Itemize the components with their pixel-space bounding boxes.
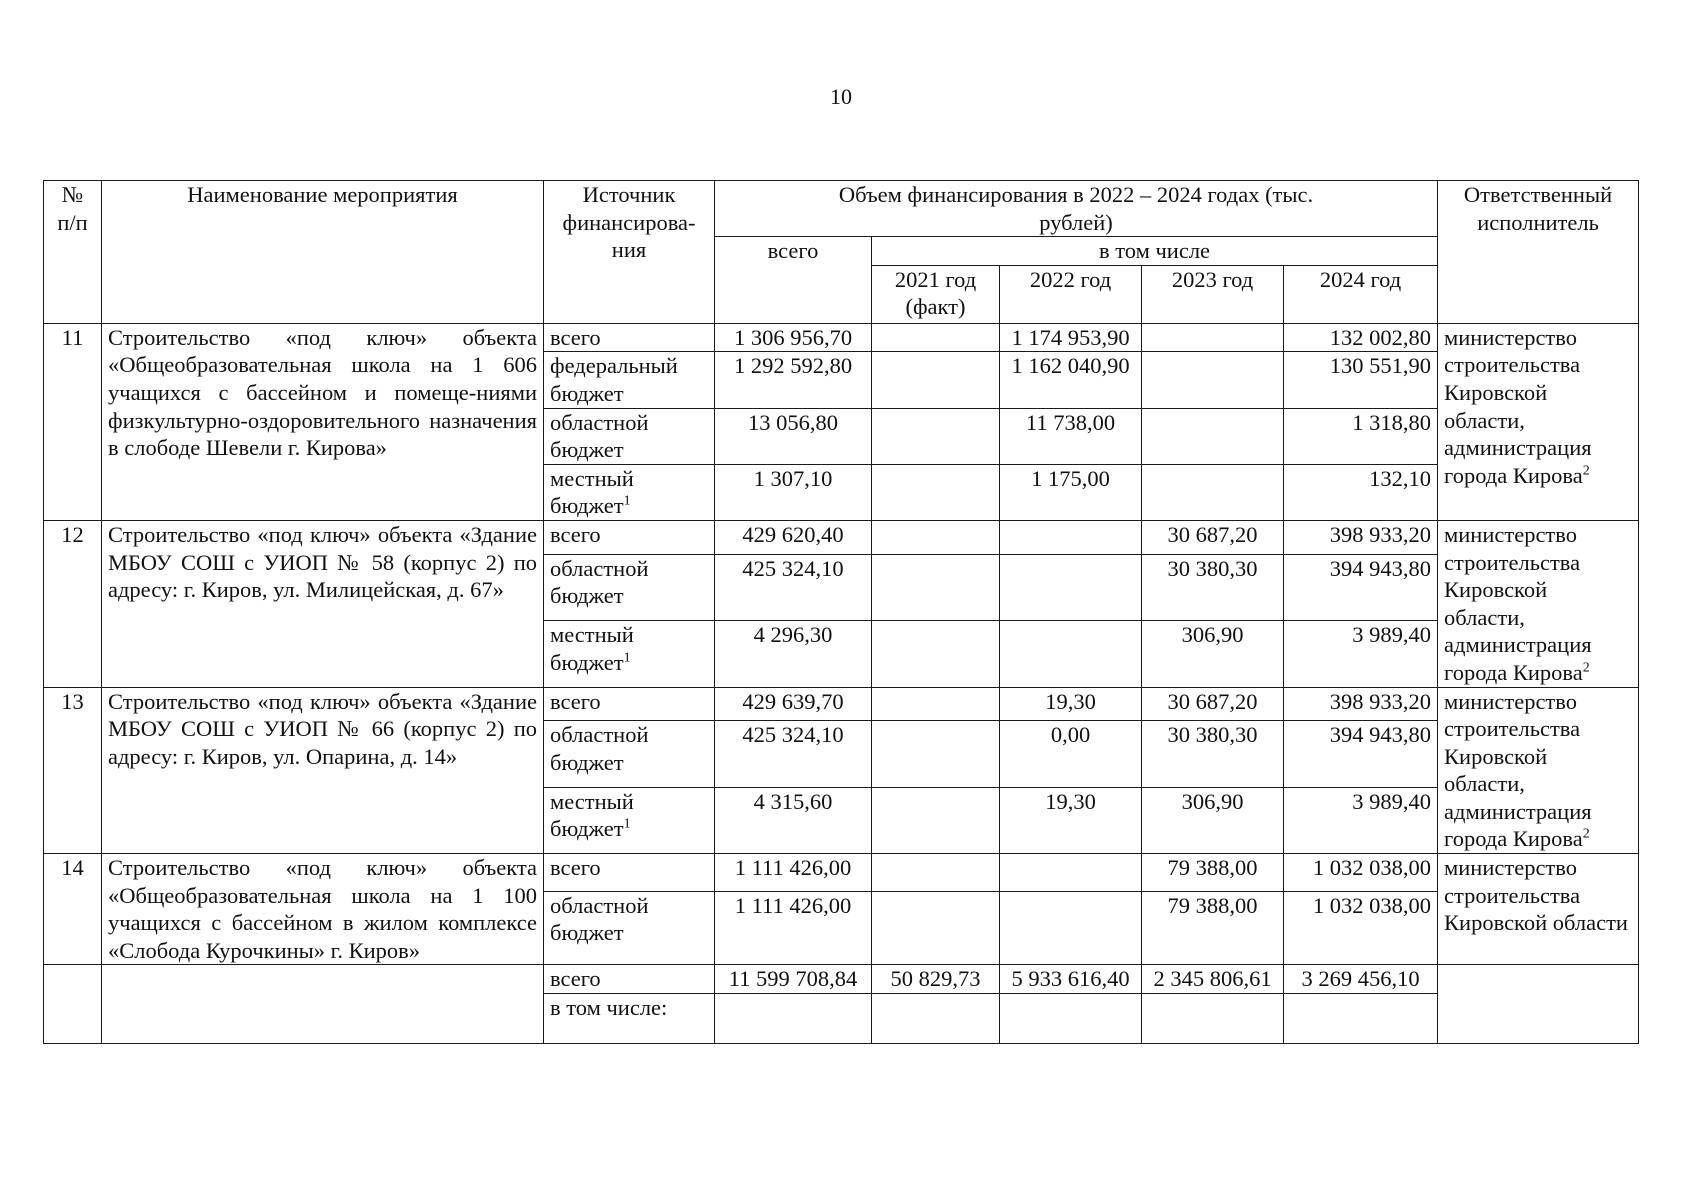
- summary-2022: 5 933 616,40: [1000, 965, 1142, 994]
- funding-source-label: всего: [550, 855, 601, 881]
- header-col-source: [544, 181, 715, 324]
- summary-name-empty: [102, 965, 544, 1044]
- responsible-executor: [1438, 520, 1639, 687]
- funding-source: [544, 787, 715, 853]
- header-volume-label: Объем финансирования в 2022 – 2024 годах (тыс. рублей): [838, 182, 1314, 235]
- responsible-label: министерство строительства Кировской области: [1444, 855, 1628, 936]
- event-name: Строительство «под ключ» объекта «Общеобразовательная школа на 1 100 учащихся с бассейном в жилом комплексе «Слобода Курочкины» г. Киров»: [102, 854, 544, 965]
- table-row: [44, 854, 1639, 892]
- amount-2023: 30 380,30: [1142, 721, 1284, 787]
- amount-2022: 19,30: [1000, 787, 1142, 853]
- amount-2021: [872, 352, 1000, 408]
- table-row: [44, 520, 1639, 554]
- amount-2021: [872, 464, 1000, 520]
- amount-total: 1 111 426,00: [715, 891, 872, 965]
- header-col-2021: [872, 265, 1000, 323]
- header-responsible-label: Ответственный исполнитель: [1463, 182, 1613, 235]
- row-number: 12: [44, 520, 102, 687]
- funding-source: [544, 323, 715, 352]
- funding-source: [544, 687, 715, 721]
- table-body: [44, 323, 1639, 1043]
- amount-2021: [872, 621, 1000, 687]
- event-name: Строительство «под ключ» объекта «Здание МБОУ СОШ с УИОП № 58 (корпус 2) по адресу: г. Киров, ул. Милицейская, д. 67»: [102, 520, 544, 687]
- summary-2022: [1000, 994, 1142, 1044]
- header-source-label: Источник финансирова-ния: [562, 182, 696, 263]
- footnote-marker: 1: [623, 650, 631, 666]
- amount-2022: 1 162 040,90: [1000, 352, 1142, 408]
- row-number: 11: [44, 323, 102, 520]
- funding-source: [544, 721, 715, 787]
- responsible-label: министерство строительства Кировской области, администрация города Кирова: [1444, 688, 1592, 852]
- amount-2022: [1000, 854, 1142, 892]
- amount-2022: 1 174 953,90: [1000, 323, 1142, 352]
- funding-source: [544, 520, 715, 554]
- amount-2022: 19,30: [1000, 687, 1142, 721]
- amount-2022: [1000, 554, 1142, 620]
- amount-total: 1 111 426,00: [715, 854, 872, 892]
- funding-source-label: областной бюджет: [550, 722, 649, 775]
- amount-total: 429 620,40: [715, 520, 872, 554]
- summary-2024: [1284, 994, 1438, 1044]
- amount-2021: [872, 854, 1000, 892]
- header-2021-label: 2021 год (факт): [894, 266, 977, 320]
- amount-2023: [1142, 323, 1284, 352]
- amount-total: 4 315,60: [715, 787, 872, 853]
- amount-2022: [1000, 891, 1142, 965]
- header-col-num: [44, 181, 102, 324]
- responsible-executor: [1438, 687, 1639, 854]
- table-row: [44, 687, 1639, 721]
- amount-2024: 1 032 038,00: [1284, 854, 1438, 892]
- funding-source-label: областной бюджет: [550, 892, 649, 946]
- amount-2024: 3 989,40: [1284, 787, 1438, 853]
- amount-2024: 394 943,80: [1284, 721, 1438, 787]
- amount-2024: 130 551,90: [1284, 352, 1438, 408]
- amount-2024: 394 943,80: [1284, 554, 1438, 620]
- funding-source: [544, 408, 715, 464]
- funding-source-label: местный бюджет: [550, 465, 634, 519]
- amount-total: 1 306 956,70: [715, 323, 872, 352]
- summary-2021: [872, 994, 1000, 1044]
- funding-source: [544, 352, 715, 408]
- footnote-marker: 2: [1582, 660, 1590, 676]
- funding-source: [544, 554, 715, 620]
- header-col-2022: 2022 год: [1000, 265, 1142, 323]
- funding-source-label: всего: [550, 688, 601, 714]
- funding-source-label: федеральный бюджет: [550, 353, 678, 406]
- amount-2023: 30 380,30: [1142, 554, 1284, 620]
- amount-2021: [872, 554, 1000, 620]
- amount-2023: 30 687,20: [1142, 687, 1284, 721]
- amount-2024: 1 318,80: [1284, 408, 1438, 464]
- table-header: [44, 181, 1639, 324]
- amount-2021: [872, 408, 1000, 464]
- footnote-marker: 2: [1582, 463, 1590, 479]
- header-row-1: [44, 181, 1639, 237]
- amount-2024: 1 032 038,00: [1284, 891, 1438, 965]
- header-col-volume: [715, 181, 1438, 237]
- amount-2023: [1142, 408, 1284, 464]
- summary-2021: 50 829,73: [872, 965, 1000, 994]
- amount-2023: 306,90: [1142, 621, 1284, 687]
- amount-total: 1 292 592,80: [715, 352, 872, 408]
- funding-source: [544, 464, 715, 520]
- amount-2023: 79 388,00: [1142, 891, 1284, 965]
- amount-2021: [872, 520, 1000, 554]
- summary-source: всего: [544, 965, 715, 994]
- financing-table: [43, 180, 1639, 1044]
- funding-source-label: областной бюджет: [550, 555, 649, 609]
- amount-2021: [872, 891, 1000, 965]
- amount-2023: 30 687,20: [1142, 520, 1284, 554]
- amount-2021: [872, 323, 1000, 352]
- responsible-executor: [1438, 854, 1639, 965]
- summary-2023: 2 345 806,61: [1142, 965, 1284, 994]
- funding-source: [544, 854, 715, 892]
- amount-total: 429 639,70: [715, 687, 872, 721]
- footnote-marker: 1: [623, 816, 631, 832]
- amount-2022: 0,00: [1000, 721, 1142, 787]
- header-col-including: в том числе: [872, 237, 1438, 266]
- summary-row: [44, 965, 1639, 994]
- header-col-total: всего: [715, 237, 872, 324]
- row-number: 13: [44, 687, 102, 854]
- amount-2024: 132 002,80: [1284, 323, 1438, 352]
- summary-total: 11 599 708,84: [715, 965, 872, 994]
- summary-2024: 3 269 456,10: [1284, 965, 1438, 994]
- funding-source-label: областной бюджет: [550, 409, 649, 463]
- amount-2024: 3 989,40: [1284, 621, 1438, 687]
- header-col-2024: 2024 год: [1284, 265, 1438, 323]
- header-col-responsible: [1438, 181, 1639, 324]
- amount-2024: 398 933,20: [1284, 520, 1438, 554]
- summary-2023: [1142, 994, 1284, 1044]
- amount-2021: [872, 687, 1000, 721]
- amount-2024: 132,10: [1284, 464, 1438, 520]
- funding-source-label: местный бюджет: [550, 788, 634, 842]
- amount-total: 4 296,30: [715, 621, 872, 687]
- responsible-label: министерство строительства Кировской области, администрация города Кирова: [1444, 324, 1592, 488]
- amount-2023: 306,90: [1142, 787, 1284, 853]
- amount-total: 13 056,80: [715, 408, 872, 464]
- summary-number-empty: [44, 965, 102, 1044]
- event-name: Строительство «под ключ» объекта «Здание МБОУ СОШ с УИОП № 66 (корпус 2) по адресу: г. Киров, ул. Опарина, д. 14»: [102, 687, 544, 854]
- footnote-marker: 1: [623, 493, 631, 509]
- funding-source: [544, 891, 715, 965]
- amount-2021: [872, 721, 1000, 787]
- funding-source-label: всего: [550, 521, 601, 547]
- amount-total: 425 324,10: [715, 554, 872, 620]
- amount-2024: 398 933,20: [1284, 687, 1438, 721]
- amount-2023: 79 388,00: [1142, 854, 1284, 892]
- summary-total: [715, 994, 872, 1044]
- responsible-executor: [1438, 323, 1639, 520]
- amount-2023: [1142, 352, 1284, 408]
- amount-2022: [1000, 520, 1142, 554]
- funding-source-label: всего: [550, 324, 601, 350]
- summary-source: в том числе:: [544, 994, 715, 1044]
- funding-source-label: местный бюджет: [550, 622, 634, 675]
- header-col-name: Наименование мероприятия: [102, 181, 544, 324]
- amount-total: 1 307,10: [715, 464, 872, 520]
- amount-2023: [1142, 464, 1284, 520]
- header-col-2023: 2023 год: [1142, 265, 1284, 323]
- event-name: Строительство «под ключ» объекта «Общеобразовательная школа на 1 606 учащихся с бассейном и помеще-ниями физкультурно-оздоровительного назначения в слободе Шевели г. Кирова»: [102, 323, 544, 520]
- amount-2022: 1 175,00: [1000, 464, 1142, 520]
- page-number: 10: [830, 84, 852, 109]
- funding-source: [544, 621, 715, 687]
- header-num-label: № п/п: [57, 182, 88, 235]
- amount-2021: [872, 787, 1000, 853]
- table-row: [44, 323, 1639, 352]
- amount-total: 425 324,10: [715, 721, 872, 787]
- row-number: 14: [44, 854, 102, 965]
- amount-2022: [1000, 621, 1142, 687]
- responsible-label: министерство строительства Кировской области, администрация города Кирова: [1444, 521, 1592, 685]
- amount-2022: 11 738,00: [1000, 408, 1142, 464]
- footnote-marker: 2: [1582, 826, 1590, 842]
- summary-responsible-empty: [1438, 965, 1639, 1044]
